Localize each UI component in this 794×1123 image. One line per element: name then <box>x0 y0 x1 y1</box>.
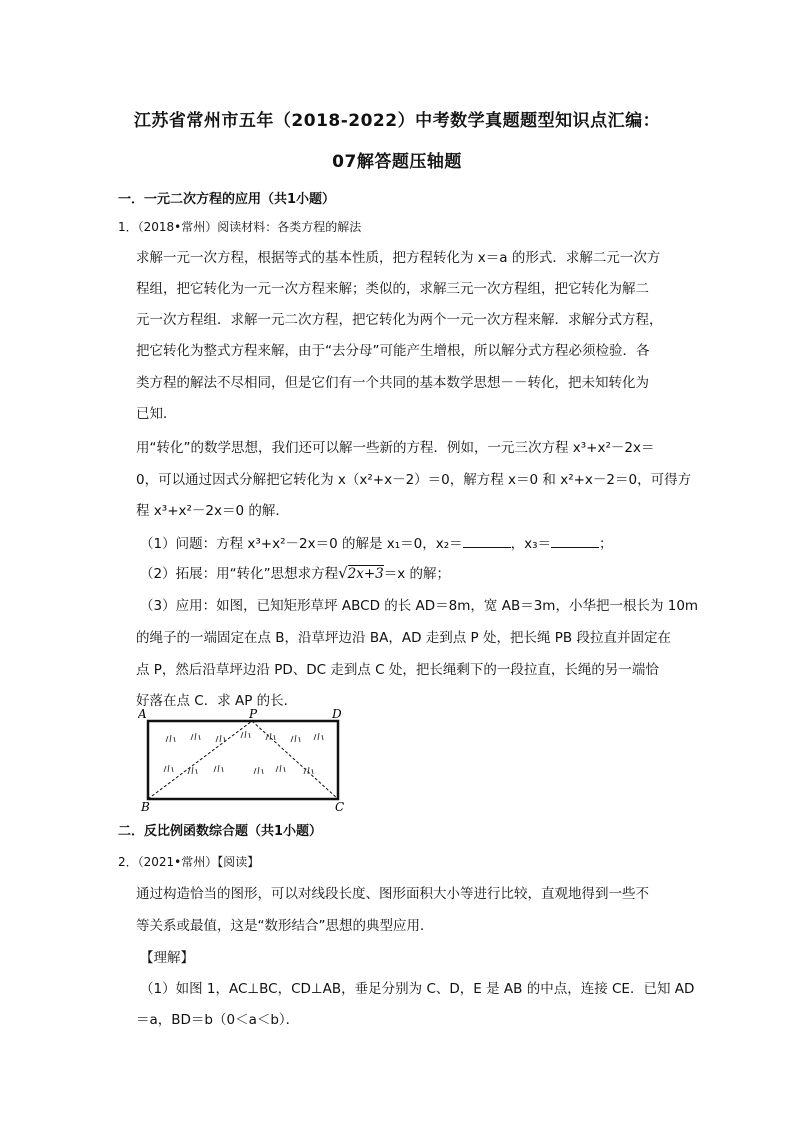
q1-sub3-line4: 好落在点 C．求 AP 的长． <box>136 693 298 709</box>
q2-sub1-line2: ＝a，BD＝b（0＜a＜b）． <box>136 1012 300 1028</box>
q1-sub2-end: ＝x 的解； <box>383 566 451 582</box>
section-heading-1: 一．一元二次方程的应用（共1小题） <box>118 192 336 207</box>
question-2-heading: 2．（2021•常州）【阅读】 <box>118 855 260 869</box>
document-title-line1: 江苏省常州市五年（2018-2022）中考数学真题题型知识点汇编： <box>133 111 661 131</box>
sqrt-radicand: 2x+3 <box>347 566 384 582</box>
q1-para1-line4: 把它转化为整式方程来解，由于“去分母”可能产生增根，所以解分式方程必须检验．各 <box>136 343 650 359</box>
answer-blank-x2[interactable] <box>463 535 511 548</box>
q1-para1-line5: 类方程的解法不尽相同，但是它们有一个共同的基本数学思想－－转化，把未知转化为 <box>136 375 649 391</box>
q1-para2-line1: 用“转化”的数学思想，我们还可以解一些新的方程．例如，一元三次方程 x³+x²－2x＝ <box>136 440 655 456</box>
section-heading-2: 二．反比例函数综合题（共1小题） <box>118 824 323 839</box>
q1-sub1 <box>140 532 613 552</box>
question-1-heading: 1．（2018•常州）阅读材料：各类方程的解法 <box>118 220 362 234</box>
q1-sub1-mid: ，x₃＝ <box>510 536 552 552</box>
q1-para1-line1: 求解一元一次方程，根据等式的基本性质，把方程转化为 x＝a 的形式．求解二元一次方 <box>136 250 661 266</box>
answer-blank-x3[interactable] <box>551 535 599 548</box>
q1-sub1-end: ； <box>599 536 613 552</box>
q2-understand-label: 【理解】 <box>140 950 194 966</box>
point-label-a: A <box>138 707 147 721</box>
sqrt-symbol: √ <box>338 564 348 582</box>
q1-sub3-line1: （3）应用：如图，已知矩形草坪 ABCD 的长 AD＝8m，宽 AB＝3m，小华把一根长为 10m <box>140 598 699 614</box>
point-label-b: B <box>141 800 150 814</box>
q2-para-line1: 通过构造恰当的图形，可以对线段长度、图形面积大小等进行比较，直观地得到一些不 <box>136 886 649 902</box>
q1-para1-line3: 元一次方程组．求解一元二次方程，把它转化为两个一元一次方程来解．求解分式方程， <box>136 312 663 328</box>
q1-para1-line2: 程组，把它转化为一元一次方程来解；类似的，求解三元一次方程组，把它转化为解二 <box>136 281 649 297</box>
point-label-d: D <box>332 707 342 721</box>
q1-sub2-text: （2）拓展：用“转化”思想求方程 <box>140 566 339 582</box>
rectangle-lawn-figure <box>138 706 358 814</box>
q2-sub1-line1: （1）如图 1，AC⊥BC，CD⊥AB，垂足分别为 C、D，E 是 AB 的中点，连接 CE．已知 AD <box>140 981 695 997</box>
point-label-p: P <box>249 707 258 721</box>
q2-para-line2: 等关系或最值，这是“数形结合”思想的典型应用． <box>136 918 434 934</box>
q1-para1-line6: 已知． <box>136 406 177 422</box>
grass-marks <box>164 731 323 774</box>
q1-sub2 <box>140 562 450 582</box>
q1-sub3-line3: 点 P，然后沿草坪边沿 PD、DC 走到点 C 处，把长绳剩下的一段拉直，长绳的另一端恰 <box>136 662 659 678</box>
q1-sub1-text: （1）问题：方程 x³+x²－2x＝0 的解是 x₁＝0，x₂＝ <box>140 536 463 552</box>
q1-para2-line2: 0，可以通过因式分解把它转化为 x（x²+x－2）＝0，解方程 x＝0 和 x²+x－2＝0，可得方 <box>136 472 692 488</box>
document-title-line2: 07解答题压轴题 <box>332 152 462 172</box>
q1-sub3-line2: 的绳子的一端固定在点 B，沿草坪边沿 BA，AD 走到点 P 处，把长绳 PB 段拉直并固定在 <box>136 630 671 646</box>
rope-segment-bp <box>148 721 252 799</box>
q1-para2-line3: 程 x³+x²－2x＝0 的解． <box>136 503 289 519</box>
point-label-c: C <box>335 800 345 814</box>
rope-segment-pc <box>252 721 338 799</box>
